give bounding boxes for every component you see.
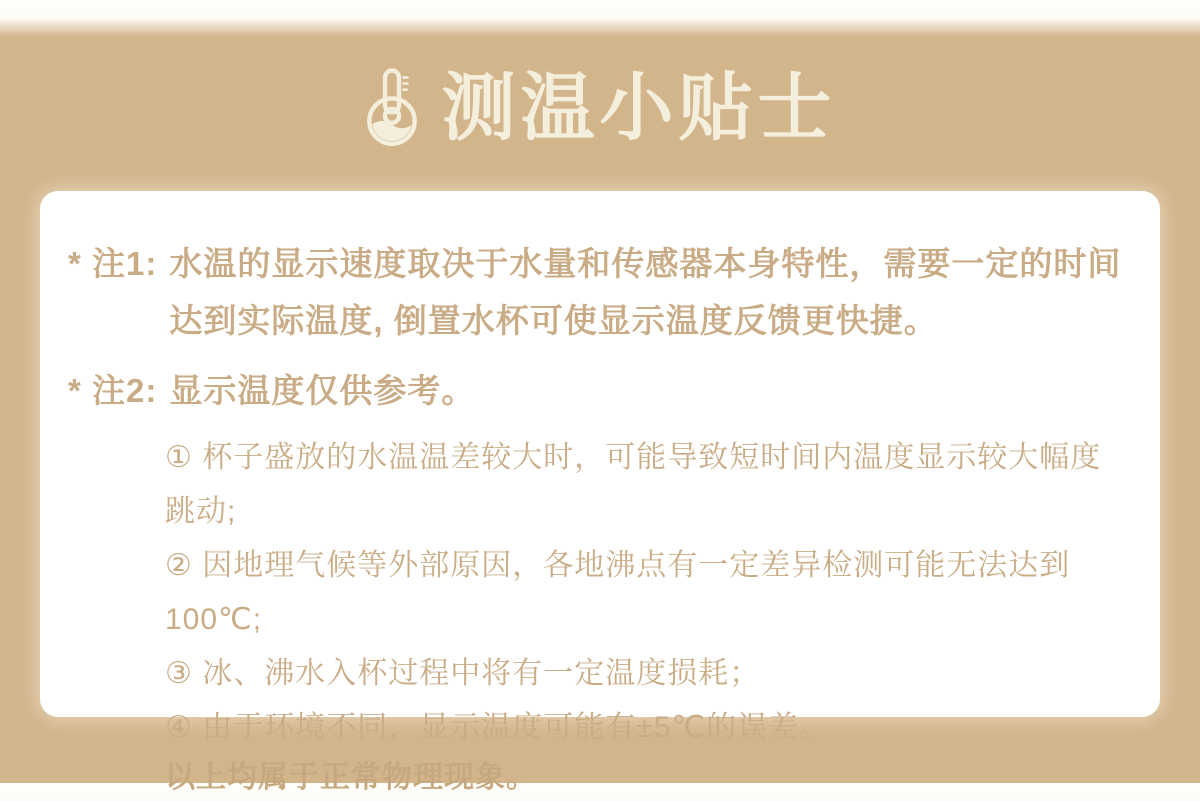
tip-item-4: ④ 由于环境不同，显示温度可能有±5℃的误差。 <box>165 711 831 744</box>
note1-line1: 水温的显示速度取决于水量和传感器本身特性，需要一定的时间 <box>169 245 1122 282</box>
note2-row <box>68 371 1130 411</box>
note2-text: 显示温度仅供参考。 <box>169 372 476 409</box>
note1-row <box>68 235 1130 349</box>
page-header <box>0 58 1200 158</box>
thermometer-water-icon <box>364 67 420 154</box>
page-title: 测温小贴士 <box>441 66 837 149</box>
note1-label: * 注1: <box>68 245 158 282</box>
tip-item-2: ② 因地理气候等外部原因，各地沸点有一定差异检测可能无法达到100℃; <box>165 549 1071 636</box>
note2-label: * 注2: <box>68 372 158 409</box>
note1-text <box>169 235 1121 349</box>
tip-item-1: ① 杯子盛放的水温温差较大时，可能导致短时间内温度显示较大幅度跳动; <box>165 441 1102 528</box>
tips-card <box>40 191 1160 794</box>
tip-item-3: ③ 冰、沸水入杯过程中将有一定温度损耗； <box>165 657 761 690</box>
tip-footer-note: 以上均属于正常物理现象。 <box>165 761 537 794</box>
note1-line2: 达到实际温度, 倒置水杯可使显示温度反馈更快捷。 <box>169 302 938 339</box>
tip-list <box>165 431 1130 755</box>
